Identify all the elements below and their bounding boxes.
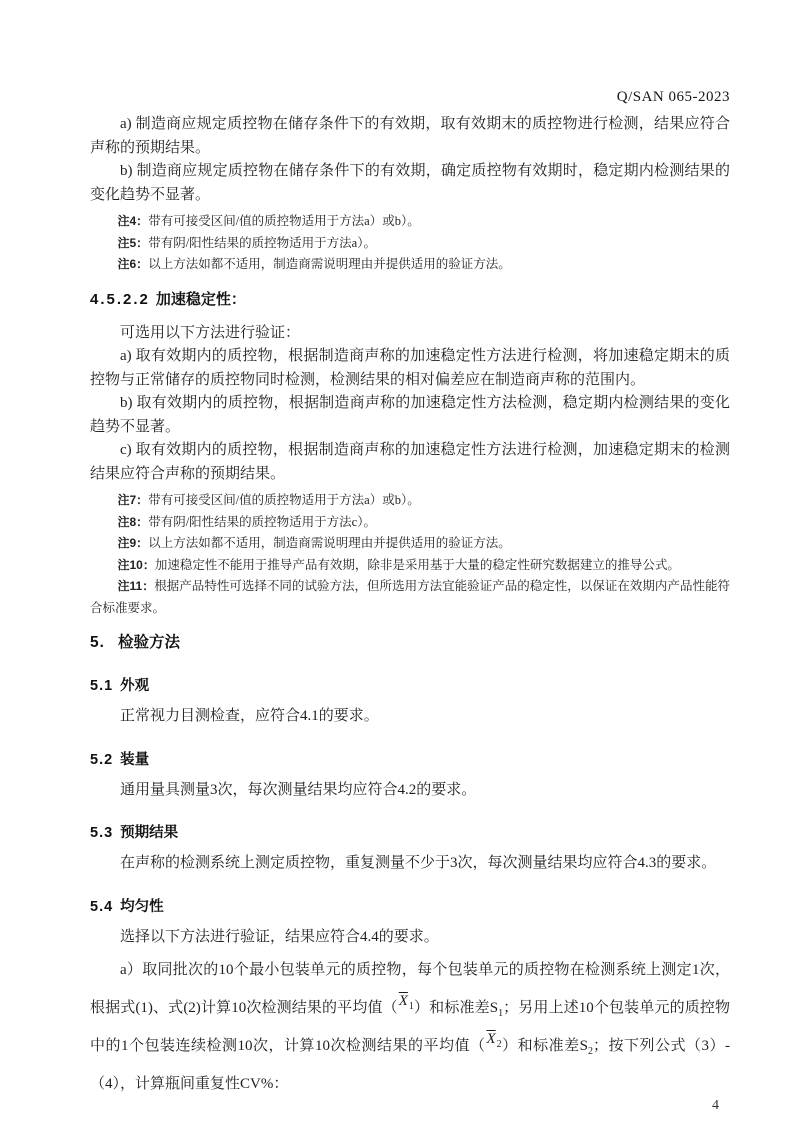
heading-expected-results-number: 5.3 <box>90 825 114 841</box>
homogeneity-seg4: ）和标准差S <box>501 1038 588 1054</box>
fill-volume-body: 通用量具测量3次，每次测量结果均应符合4.2的要求。 <box>120 781 477 798</box>
note-5-label: 注5： <box>117 235 149 250</box>
note-11 <box>90 576 730 619</box>
xbar1-subscript: 1 <box>408 1001 414 1012</box>
heading-fill-volume-title: 装量 <box>120 751 150 768</box>
note-4-label: 注4： <box>117 214 149 228</box>
section-test-methods <box>90 631 730 1103</box>
homogeneity-seg1: a）取同批次的10个最小包装单元的质控物，每个包装单元的质控物在检测系统上测定1次，根据式(1)、式(2)计算10次检测结果的平均值（ <box>90 962 730 1016</box>
homogeneity-seg3: ；另用上述10个包装单元的质控物中的1个包装连续检测10次，计算10次检测结果的平均值（ <box>90 1000 730 1054</box>
heading-accelerated-number: 4.5.2.2 <box>90 290 150 308</box>
document-code-header: Q/SAN 065-2023 <box>616 89 730 105</box>
note-5-text: 带有阴/阳性结果的质控物适用于方法a）。 <box>148 235 376 250</box>
homogeneity-seg2: ）和标准差S <box>413 1000 499 1016</box>
s1-subscript: 1 <box>498 1008 504 1019</box>
xbar2-subscript: 2 <box>496 1039 502 1050</box>
heading-fill-volume <box>90 748 730 772</box>
accelerated-notes <box>90 490 730 619</box>
homogeneity-intro: 选择以下方法进行验证，结果应符合4.4的要求。 <box>120 928 439 945</box>
heading-homogeneity-title: 均匀性 <box>120 898 164 915</box>
heading-fill-volume-number: 5.2 <box>90 751 114 768</box>
page-number: 4 <box>712 1098 719 1113</box>
note-4 <box>90 211 730 233</box>
s2-subscript: 2 <box>588 1046 593 1057</box>
note-8-label: 注8： <box>117 514 149 529</box>
accelerated-item-a: a) 取有效期内的质控物，根据制造商声称的加速稳定性方法进行检测，将加速稳定期末的质控物与正常储存的质控物同时检测，检测结果的相对偏差应在制造商声称的范围内。 <box>90 348 730 388</box>
note-9-label: 注9： <box>117 536 149 550</box>
note-6 <box>90 254 730 276</box>
heading-homogeneity-number: 5.4 <box>90 898 114 915</box>
note-8-text: 带有阴/阳性结果的质控物适用于方法c）。 <box>148 514 376 529</box>
note-10 <box>90 555 730 577</box>
heading-appearance <box>90 674 730 698</box>
xbar1-base: $\overline{X}$ <box>398 993 408 1009</box>
note-10-text: 加速稳定性不能用于推导产品有效期，除非是采用基于大量的稳定性研究数据建立的推导公式。 <box>154 557 680 572</box>
heading-test-methods-title: 检验方法 <box>117 634 180 651</box>
note-5 <box>90 233 730 255</box>
storage-item-b: b) 制造商应规定质控物在储存条件下的有效期，确定质控物有效期时，稳定期内检测结果的变化趋势不显著。 <box>90 163 730 203</box>
accelerated-item-c: c) 取有效期内的质控物，根据制造商声称的加速稳定性方法进行检测，加速稳定期末的检测结果应符合声称的预期结果。 <box>90 442 730 482</box>
heading-appearance-number: 5.1 <box>90 678 114 694</box>
note-6-label: 注6： <box>117 257 149 271</box>
heading-homogeneity <box>90 895 730 919</box>
note-11-text: 根据产品特性可选择不同的试验方法，但所选用方法宜能验证产品的稳定性，以保证在效期内产品性能符合标准要求。 <box>90 579 730 615</box>
heading-accelerated-stability <box>90 289 730 311</box>
note-6-text: 以上方法如都不适用，制造商需说明理由并提供适用的验证方法。 <box>148 257 511 271</box>
note-9 <box>90 533 730 555</box>
heading-test-methods-number: 5. <box>90 634 105 651</box>
homogeneity-method-a <box>90 951 730 1103</box>
note-4-text: 带有可接受区间/值的质控物适用于方法a）或b）。 <box>148 214 420 228</box>
note-11-label: 注11： <box>117 579 155 593</box>
heading-accelerated-title: 加速稳定性： <box>155 290 246 308</box>
note-7-text: 带有可接受区间/值的质控物适用于方法a）或b）。 <box>148 493 420 507</box>
storage-item-a: a) 制造商应规定质控物在储存条件下的有效期，取有效期末的质控物进行检测，结果应符合声称的预期结果。 <box>90 116 730 156</box>
note-9-text: 以上方法如都不适用，制造商需说明理由并提供适用的验证方法。 <box>148 536 511 550</box>
accelerated-intro: 可选用以下方法进行验证： <box>120 324 301 341</box>
note-8 <box>90 512 730 534</box>
formula-xbar1 <box>398 993 414 1012</box>
heading-expected-results-title: 预期结果 <box>120 825 179 841</box>
heading-appearance-title: 外观 <box>120 678 150 694</box>
heading-expected-results <box>90 821 730 845</box>
homogeneity-seg5: ；按下列公式（3）-（4），计算瓶间重复性CV%： <box>90 1038 730 1092</box>
heading-test-methods <box>90 631 730 655</box>
note-7-label: 注7： <box>117 493 149 507</box>
note-7 <box>90 490 730 512</box>
storage-notes <box>90 211 730 276</box>
expected-results-body: 在声称的检测系统上测定质控物，重复测量不少于3次，每次测量结果均应符合4.3的要求。 <box>120 855 717 871</box>
xbar2-base: $\overline{X}$ <box>486 1031 496 1047</box>
accelerated-item-b: b) 取有效期内的质控物，根据制造商声称的加速稳定性方法检测，稳定期内检测结果的变化趋势不显著。 <box>90 395 730 435</box>
note-10-label: 注10： <box>117 557 155 572</box>
appearance-body: 正常视力目测检查，应符合4.1的要求。 <box>120 708 379 724</box>
formula-xbar2 <box>485 1031 502 1050</box>
